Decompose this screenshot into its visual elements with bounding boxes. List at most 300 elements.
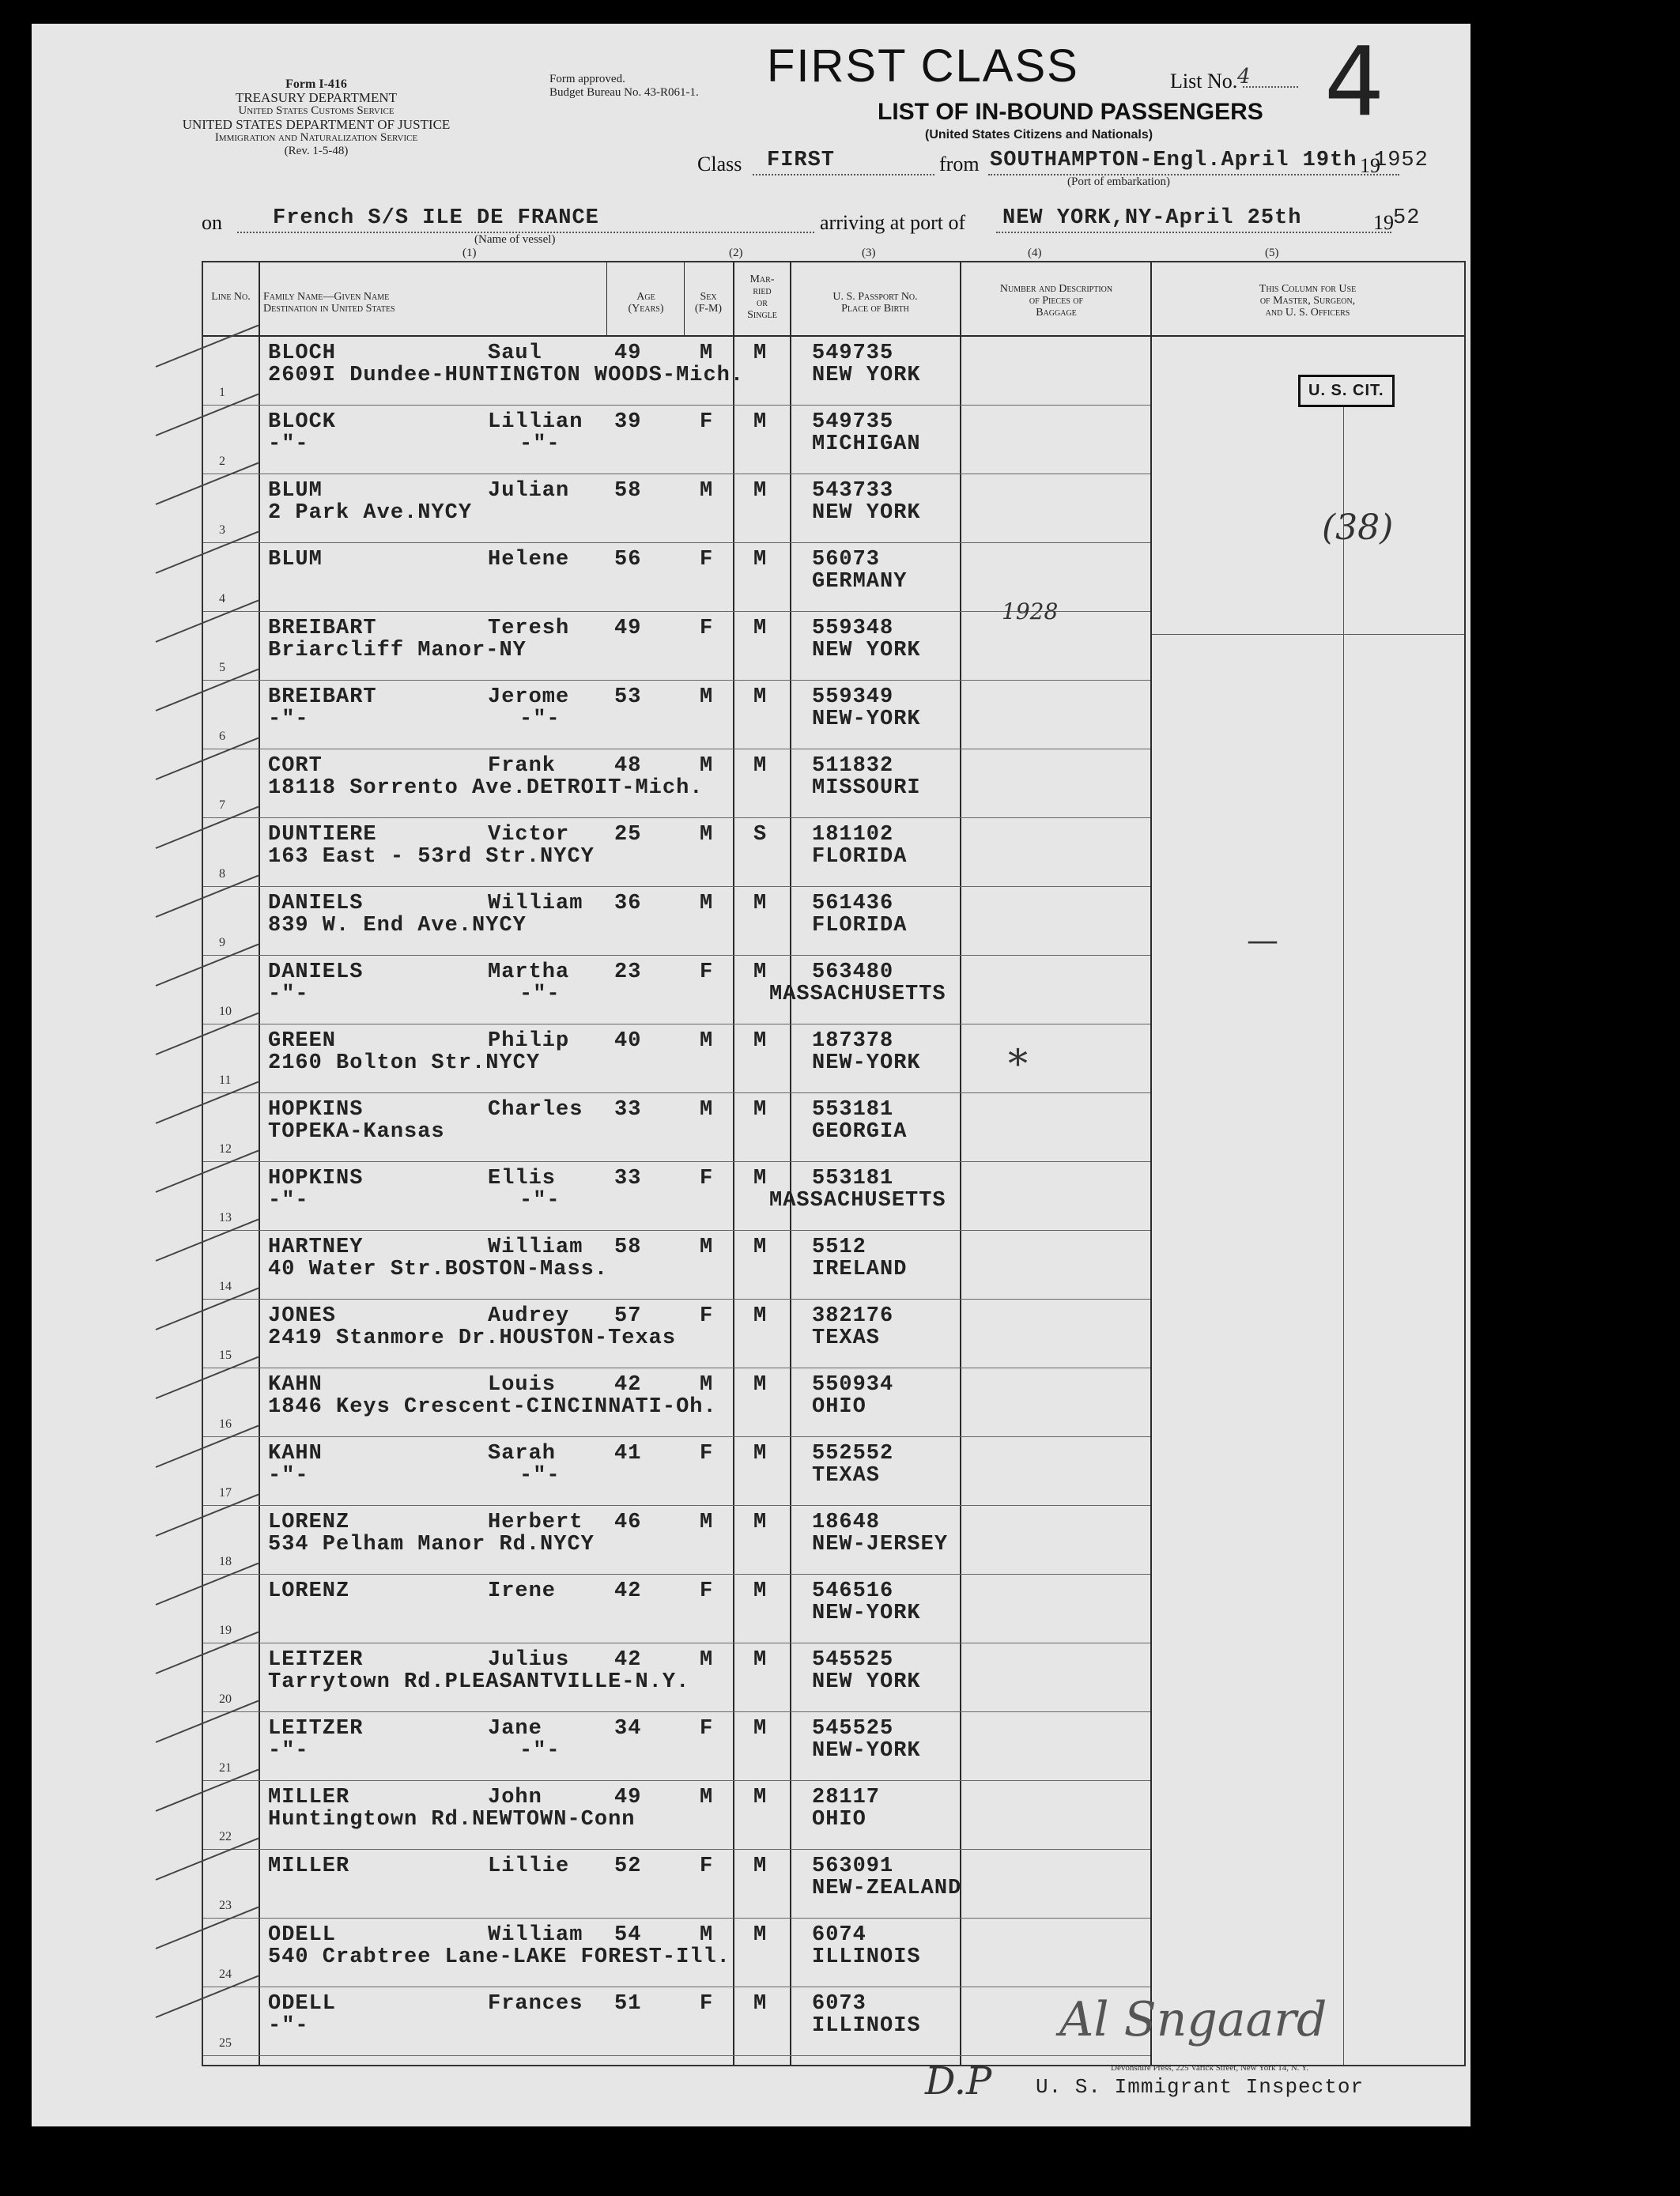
family-name: LORENZ <box>268 1511 350 1534</box>
family-name: MILLER <box>268 1786 350 1809</box>
family-name: ODELL <box>268 1923 337 1947</box>
row-line-number: 24 <box>219 1968 232 1981</box>
family-name: HARTNEY <box>268 1236 364 1259</box>
customs-service: United States Customs Service <box>238 104 395 117</box>
header-age: Age (Years) <box>628 291 664 315</box>
table-row <box>203 1368 1464 1437</box>
destination: 40 Water Str.BOSTON-Mass. <box>268 1258 609 1281</box>
marital-status: M <box>753 1029 768 1053</box>
age: 58 <box>614 1236 642 1259</box>
passport-number: 18648 <box>812 1511 881 1534</box>
given-name: Philip <box>488 1029 570 1053</box>
row-line-number: 15 <box>219 1349 232 1362</box>
sex: M <box>700 754 714 778</box>
family-name: BLUM <box>268 479 323 503</box>
marital-status: M <box>753 1304 768 1328</box>
table-row <box>203 749 1464 818</box>
place-of-birth: MISSOURI <box>812 776 921 800</box>
passport-number: 6073 <box>812 1992 866 2016</box>
given-name: Jane <box>488 1717 542 1741</box>
destination-ditto: -"- <box>519 1464 561 1488</box>
place-of-birth: FLORIDA <box>812 914 908 938</box>
destination: 534 Pelham Manor Rd.NYCY <box>268 1533 595 1556</box>
col-num-5: (5) <box>1265 247 1279 259</box>
table-row <box>203 1781 1464 1850</box>
row-line-number: 1 <box>219 386 225 399</box>
sex: F <box>700 1992 714 2016</box>
row-line-number: 22 <box>219 1830 232 1843</box>
given-name: William <box>488 1923 583 1947</box>
check-mark <box>156 325 259 368</box>
family-name: BREIBART <box>268 685 377 709</box>
given-name: Victor <box>488 823 570 847</box>
sex: F <box>700 617 714 640</box>
marital-status: M <box>753 1373 768 1397</box>
table-row <box>203 543 1464 612</box>
family-name: DUNTIERE <box>268 823 377 847</box>
destination: -"- <box>268 1464 309 1488</box>
given-name: Helene <box>488 548 570 572</box>
destination: Huntingtown Rd.NEWTOWN-Conn <box>268 1808 636 1832</box>
marital-status: M <box>753 1923 768 1947</box>
col-num-4: (4) <box>1028 247 1042 259</box>
row-line-number: 16 <box>219 1417 232 1431</box>
passport-number: 28117 <box>812 1786 881 1809</box>
table-row <box>203 1643 1464 1712</box>
given-name: Teresh <box>488 617 570 640</box>
passport-number: 559349 <box>812 685 894 709</box>
age: 33 <box>614 1098 642 1122</box>
row-line-number: 25 <box>219 2036 232 2050</box>
destination-ditto: -"- <box>519 983 561 1006</box>
arriving-label: arriving at port of <box>820 211 966 234</box>
sex: M <box>700 1786 714 1809</box>
place-of-birth: TEXAS <box>812 1326 881 1350</box>
asterisk-note: * <box>1008 1041 1028 1087</box>
family-name: HOPKINS <box>268 1098 364 1122</box>
header-officers: This Column for Use of Master, Surgeon, and U. S. Officers <box>1259 283 1357 319</box>
place-of-birth: MASSACHUSETTS <box>769 1189 946 1213</box>
sex: F <box>700 1579 714 1603</box>
age: 48 <box>614 754 642 778</box>
place-of-birth: NEW-YORK <box>812 1739 921 1763</box>
marital-status: M <box>753 1442 768 1466</box>
given-name: Audrey <box>488 1304 570 1328</box>
embark-port: SOUTHAMPTON-Engl.April 19th <box>990 149 1357 172</box>
marital-status: M <box>753 1855 768 1878</box>
age: 23 <box>614 960 642 984</box>
sex: M <box>700 1511 714 1534</box>
agency-block <box>182 77 451 158</box>
sex: F <box>700 1167 714 1190</box>
age: 49 <box>614 1786 642 1809</box>
dash-note: — <box>1247 923 1278 959</box>
on-label: on <box>202 211 222 234</box>
class-label: Class <box>697 153 742 175</box>
destination-ditto: -"- <box>519 707 561 731</box>
passport-number: 181102 <box>812 823 894 847</box>
table-row <box>203 1919 1464 1987</box>
passport-number: 549735 <box>812 410 894 434</box>
passport-number: 5512 <box>812 1236 866 1259</box>
destination: 2160 Bolton Str.NYCY <box>268 1051 541 1075</box>
destination-ditto: -"- <box>519 1739 561 1763</box>
sex: F <box>700 548 714 572</box>
destination: -"- <box>268 707 309 731</box>
family-name: LEITZER <box>268 1717 364 1741</box>
destination: TOPEKA-Kansas <box>268 1120 445 1144</box>
destination: -"- <box>268 2014 309 2038</box>
age: 34 <box>614 1717 642 1741</box>
age: 42 <box>614 1648 642 1672</box>
place-of-birth: IRELAND <box>812 1258 908 1281</box>
given-name: Saul <box>488 341 542 365</box>
sex: M <box>700 685 714 709</box>
year-note: 1928 <box>1002 598 1059 624</box>
given-name: Sarah <box>488 1442 557 1466</box>
col-num-2: (2) <box>729 247 743 259</box>
list-number-big: 4 <box>1324 28 1385 138</box>
destination: 1846 Keys Crescent-CINCINNATI-Oh. <box>268 1395 717 1419</box>
arrival-port: NEW YORK,NY-April 25th <box>1002 206 1302 230</box>
given-name: Herbert <box>488 1511 583 1534</box>
place-of-birth: NEW YORK <box>812 364 921 387</box>
family-name: CORT <box>268 754 323 778</box>
passport-number: 553181 <box>812 1098 894 1122</box>
marital-status: M <box>753 1786 768 1809</box>
marital-status: M <box>753 685 768 709</box>
passport-number: 545525 <box>812 1717 894 1741</box>
row-line-number: 10 <box>219 1005 232 1018</box>
marital-status: M <box>753 1648 768 1672</box>
port-embark-caption: (Port of embarkation) <box>1067 175 1170 188</box>
destination: -"- <box>268 432 309 456</box>
form-approved: Form approved. Budget Bureau No. 43-R061-1. <box>549 73 699 99</box>
given-name: William <box>488 1236 583 1259</box>
from-year: 1952 <box>1374 149 1429 172</box>
family-name: DANIELS <box>268 960 364 984</box>
passport-number: 56073 <box>812 548 881 572</box>
given-name: Charles <box>488 1098 583 1122</box>
passport-number: 511832 <box>812 754 894 778</box>
header-line-no: Line No. <box>211 291 251 303</box>
sex: M <box>700 1236 714 1259</box>
table-row <box>203 612 1464 681</box>
sex: M <box>700 1029 714 1053</box>
family-name: BLOCK <box>268 410 337 434</box>
ins-service: Immigration and Naturalization Service <box>214 131 418 144</box>
passport-number: 563480 <box>812 960 894 984</box>
row-line-number: 3 <box>219 523 225 537</box>
destination-ditto: -"- <box>519 1189 561 1213</box>
given-name: Frances <box>488 1992 583 2016</box>
marital-status: M <box>753 960 768 984</box>
age: 42 <box>614 1373 642 1397</box>
arrival-year: 52 <box>1393 206 1421 230</box>
place-of-birth: FLORIDA <box>812 845 908 869</box>
row-line-number: 23 <box>219 1899 232 1912</box>
marital-status: M <box>753 892 768 915</box>
passenger-table <box>202 261 1466 2066</box>
row-line-number: 14 <box>219 1280 232 1293</box>
row-line-number: 5 <box>219 661 225 674</box>
place-of-birth: NEW-YORK <box>812 1602 921 1625</box>
sex: F <box>700 1442 714 1466</box>
sex: M <box>700 341 714 365</box>
family-name: BLOCH <box>268 341 337 365</box>
col-num-1: (1) <box>462 247 477 259</box>
sex: M <box>700 892 714 915</box>
destination: -"- <box>268 1739 309 1763</box>
table-row <box>203 1231 1464 1300</box>
place-of-birth: NEW-YORK <box>812 707 921 731</box>
destination: 2 Park Ave.NYCY <box>268 501 473 525</box>
passport-number: 549735 <box>812 341 894 365</box>
given-name: Ellis <box>488 1167 557 1190</box>
table-row <box>203 1850 1464 1919</box>
place-of-birth: NEW-YORK <box>812 1051 921 1075</box>
manifest-page <box>32 24 1470 2126</box>
sex: F <box>700 410 714 434</box>
passport-number: 545525 <box>812 1648 894 1672</box>
header-married: Mar- ried or Single <box>747 274 777 321</box>
destination: Briarcliff Manor-NY <box>268 639 527 662</box>
row-line-number: 2 <box>219 455 225 468</box>
age: 25 <box>614 823 642 847</box>
age: 41 <box>614 1442 642 1466</box>
row-line-number: 12 <box>219 1142 232 1156</box>
place-of-birth: NEW-JERSEY <box>812 1533 949 1556</box>
header-sex: Sex (F-M) <box>694 291 723 315</box>
inspector-signature: Al Sngaard <box>1059 1992 1327 2047</box>
marital-status: M <box>753 341 768 365</box>
row-line-number: 6 <box>219 730 225 743</box>
given-name: Lillian <box>488 410 583 434</box>
destination: Tarrytown Rd.PLEASANTVILLE-N.Y. <box>268 1670 690 1694</box>
age: 51 <box>614 1992 642 2016</box>
sex: F <box>700 1304 714 1328</box>
family-name: BREIBART <box>268 617 377 640</box>
marital-status: M <box>753 1579 768 1603</box>
place-of-birth: MICHIGAN <box>812 432 921 456</box>
marital-status: M <box>753 548 768 572</box>
printer-imprint: Devonshire Press, 225 Varick Street, New York 14, N. Y. <box>1111 2063 1309 2073</box>
age: 36 <box>614 892 642 915</box>
age: 52 <box>614 1855 642 1878</box>
from-label: from <box>939 153 980 175</box>
marital-status: M <box>753 1236 768 1259</box>
row-line-number: 18 <box>219 1555 232 1568</box>
place-of-birth: GERMANY <box>812 570 908 594</box>
vessel-name: French S/S ILE DE FRANCE <box>273 206 599 230</box>
family-name: MILLER <box>268 1855 350 1878</box>
count-note: (38) <box>1322 507 1394 548</box>
sex: F <box>700 960 714 984</box>
form-number: Form I-416 <box>285 77 347 91</box>
row-line-number: 11 <box>219 1073 232 1087</box>
passport-number: 561436 <box>812 892 894 915</box>
table-row <box>203 406 1464 474</box>
given-name: Louis <box>488 1373 557 1397</box>
age: 40 <box>614 1029 642 1053</box>
family-name: JONES <box>268 1304 337 1328</box>
given-name: Jerome <box>488 685 570 709</box>
age: 56 <box>614 548 642 572</box>
row-line-number: 4 <box>219 592 225 606</box>
passport-number: 563091 <box>812 1855 894 1878</box>
table-row <box>203 1024 1464 1093</box>
table-row <box>203 1712 1464 1781</box>
destination: 163 East - 53rd Str.NYCY <box>268 845 595 869</box>
place-of-birth: ILLINOIS <box>812 2014 921 2038</box>
marital-status: M <box>753 1167 768 1190</box>
given-name: Julian <box>488 479 570 503</box>
place-of-birth: OHIO <box>812 1395 866 1419</box>
table-row <box>203 956 1464 1024</box>
place-of-birth: OHIO <box>812 1808 866 1832</box>
sex: F <box>700 1855 714 1878</box>
place-of-birth: MASSACHUSETTS <box>769 983 946 1006</box>
table-row <box>203 337 1464 406</box>
family-name: KAHN <box>268 1373 323 1397</box>
justice-dept: UNITED STATES DEPARTMENT OF JUSTICE <box>182 117 451 132</box>
form-revision: (Rev. 1-5-48) <box>284 145 349 157</box>
place-of-birth: NEW YORK <box>812 639 921 662</box>
sex: M <box>700 1098 714 1122</box>
sex: M <box>700 1923 714 1947</box>
age: 33 <box>614 1167 642 1190</box>
marital-status: M <box>753 1992 768 2016</box>
col-num-3: (3) <box>862 247 876 259</box>
passport-number: 382176 <box>812 1304 894 1328</box>
age: 58 <box>614 479 642 503</box>
destination: 839 W. End Ave.NYCY <box>268 914 527 938</box>
destination: 2609I Dundee-HUNTINGTON WOODS-Mich. <box>268 364 745 387</box>
family-name: KAHN <box>268 1442 323 1466</box>
row-line-number: 19 <box>219 1624 232 1637</box>
marital-status: S <box>753 823 768 847</box>
row-line-number: 17 <box>219 1486 232 1500</box>
destination: -"- <box>268 983 309 1006</box>
table-row <box>203 1437 1464 1506</box>
marital-status: M <box>753 479 768 503</box>
family-name: HOPKINS <box>268 1167 364 1190</box>
table-row <box>203 1162 1464 1231</box>
table-row <box>203 1575 1464 1643</box>
given-name: Lillie <box>488 1855 570 1878</box>
treasury-dept: TREASURY DEPARTMENT <box>235 90 398 105</box>
destination: -"- <box>268 1189 309 1213</box>
passport-number: 6074 <box>812 1923 866 1947</box>
marital-status: M <box>753 617 768 640</box>
row-line-number: 13 <box>219 1211 232 1224</box>
destination-ditto: -"- <box>519 432 561 456</box>
age: 57 <box>614 1304 642 1328</box>
place-of-birth: NEW YORK <box>812 1670 921 1694</box>
family-name: DANIELS <box>268 892 364 915</box>
given-name: Irene <box>488 1579 557 1603</box>
family-name: LEITZER <box>268 1648 364 1672</box>
vessel-caption: (Name of vessel) <box>474 233 556 246</box>
table-row <box>203 1506 1464 1575</box>
row-line-number: 7 <box>219 798 225 812</box>
table-row <box>203 1300 1464 1368</box>
sex: M <box>700 823 714 847</box>
passport-number: 543733 <box>812 479 894 503</box>
row-line-number: 20 <box>219 1692 232 1706</box>
table-row <box>203 1093 1464 1162</box>
inspector-caption: U. S. Immigrant Inspector <box>1036 2075 1365 2099</box>
passport-number: 553181 <box>812 1167 894 1190</box>
destination: 18118 Sorrento Ave.DETROIT-Mich. <box>268 776 704 800</box>
sex: M <box>700 1648 714 1672</box>
header-name: Family Name—Given Name Destination in United States <box>263 291 395 315</box>
family-name: GREEN <box>268 1029 337 1053</box>
place-of-birth: NEW-ZEALAND <box>812 1877 962 1900</box>
family-name: LORENZ <box>268 1579 350 1603</box>
marital-status: M <box>753 754 768 778</box>
passport-number: 546516 <box>812 1579 894 1603</box>
header-baggage: Number and Description of Pieces of Baggage <box>999 283 1113 319</box>
sex: F <box>700 1717 714 1741</box>
table-row <box>203 818 1464 887</box>
table-row <box>203 474 1464 543</box>
place-of-birth: ILLINOIS <box>812 1945 921 1969</box>
place-of-birth: GEORGIA <box>812 1120 908 1144</box>
passport-number: 550934 <box>812 1373 894 1397</box>
budget-bureau: Budget Bureau No. 43-R061-1. <box>549 86 699 99</box>
list-number-label: List No. <box>1170 70 1298 93</box>
first-class-stamp: FIRST CLASS <box>767 40 1079 92</box>
passport-number: 559348 <box>812 617 894 640</box>
list-title: LIST OF IN-BOUND PASSENGERS <box>878 99 1263 125</box>
given-name: Julius <box>488 1648 570 1672</box>
us-cit-stamp: U. S. CIT. <box>1298 375 1395 407</box>
given-name: Martha <box>488 960 570 984</box>
header-passport: U. S. Passport No. Place of Birth <box>832 291 918 315</box>
age: 54 <box>614 1923 642 1947</box>
arrival-year-prefix: 19 <box>1373 211 1394 234</box>
class-value: FIRST <box>767 149 836 172</box>
marital-status: M <box>753 1511 768 1534</box>
age: 39 <box>614 410 642 434</box>
place-of-birth: NEW YORK <box>812 501 921 525</box>
destination: 540 Crabtree Lane-LAKE FOREST-Ill. <box>268 1945 731 1969</box>
row-line-number: 9 <box>219 936 225 949</box>
place-of-birth: TEXAS <box>812 1464 881 1488</box>
given-name: William <box>488 892 583 915</box>
age: 42 <box>614 1579 642 1603</box>
family-name: ODELL <box>268 1992 337 2016</box>
age: 46 <box>614 1511 642 1534</box>
marital-status: M <box>753 410 768 434</box>
table-row <box>203 681 1464 749</box>
initials-note: D.P <box>925 2059 992 2104</box>
given-name: Frank <box>488 754 557 778</box>
sex: M <box>700 479 714 503</box>
row-line-number: 8 <box>219 867 225 881</box>
row-line-number: 21 <box>219 1761 232 1775</box>
age: 49 <box>614 617 642 640</box>
passport-number: 552552 <box>812 1442 894 1466</box>
destination: 2419 Stanmore Dr.HOUSTON-Texas <box>268 1326 677 1350</box>
sex: M <box>700 1373 714 1397</box>
list-subtitle: (United States Citizens and Nationals) <box>925 128 1153 141</box>
list-number-value: 4 <box>1237 65 1251 89</box>
marital-status: M <box>753 1098 768 1122</box>
age: 53 <box>614 685 642 709</box>
from-year-prefix: 19 <box>1360 154 1380 177</box>
